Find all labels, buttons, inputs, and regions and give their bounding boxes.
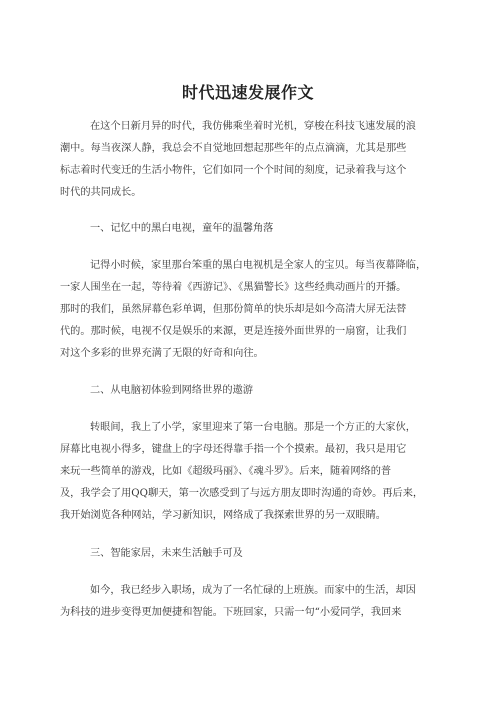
document-title: 时代迅速发展作文 [181, 83, 314, 102]
paragraph-3-line-2: 屏幕比电视小得多，键盘上的字母还得靠手指一个个摸索。最初，我只是用它 [60, 444, 407, 455]
section-heading-3: 三、智能家居，未来生活触手可及 [90, 548, 243, 559]
paragraph-2-line-3: 那时的我们，虽然屏幕色彩单调，但那份简单的快乐却是如今高清大屏无法替 [60, 304, 407, 315]
section-heading-1: 一、记忆中的黑白电视，童年的温馨角落 [90, 223, 274, 234]
paragraph-2-line-4: 代的。那时候，电视不仅是娱乐的来源，更是连接外面世界的一扇窗，让我们 [60, 326, 407, 337]
paragraph-1-line-4: 时代的共同成长。 [60, 187, 142, 198]
paragraph-3-line-1: 转眼间，我上了小学，家里迎来了第一台电脑。那是一个方正的大家伙， [90, 422, 416, 433]
paragraph-1-line-3: 标志着时代变迁的生活小物件，它们如同一个个时间的刻度，记录着我与这个 [60, 165, 407, 176]
paragraph-3-line-5: 我开始浏览各种网站，学习新知识，网络成了我探索世界的另一双眼睛。 [60, 510, 386, 521]
paragraph-4-line-2: 为科技的进步变得更加便捷和智能。下班回家，只需一句“小爱同学，我回来 [60, 607, 402, 618]
paragraph-2-line-5: 对这个多彩的世界充满了无限的好奇和向往。 [60, 348, 264, 359]
section-heading-2: 二、从电脑初体验到网络世界的遨游 [90, 385, 253, 396]
paragraph-2-line-1: 记得小时候，家里那台笨重的黑白电视机是全家人的宝贝。每当夜幕降临， [90, 260, 427, 271]
paragraph-2-line-2: 一家人围坐在一起，等待着《西游记》、《黑猫警长》这些经典动画片的开播。 [60, 282, 407, 293]
paragraph-4-line-1: 如今，我已经步入职场，成为了一名忙碌的上班族。而家中的生活，却因 [90, 585, 416, 596]
paragraph-3-line-4: 及，我学会了用QQ聊天，第一次感受到了与远方朋友即时沟通的奇妙。再后来， [60, 488, 424, 499]
paragraph-1-line-2: 潮中。每当夜深人静，我总会不自觉地回想起那些年的点点滴滴，尤其是那些 [60, 143, 407, 154]
paragraph-1-line-1: 在这个日新月异的时代，我仿佛乘坐着时光机，穿梭在科技飞速发展的浪 [90, 121, 416, 132]
paragraph-3-line-3: 来玩一些简单的游戏，比如《超级玛丽》、《魂斗罗》。后来，随着网络的普 [60, 466, 392, 477]
